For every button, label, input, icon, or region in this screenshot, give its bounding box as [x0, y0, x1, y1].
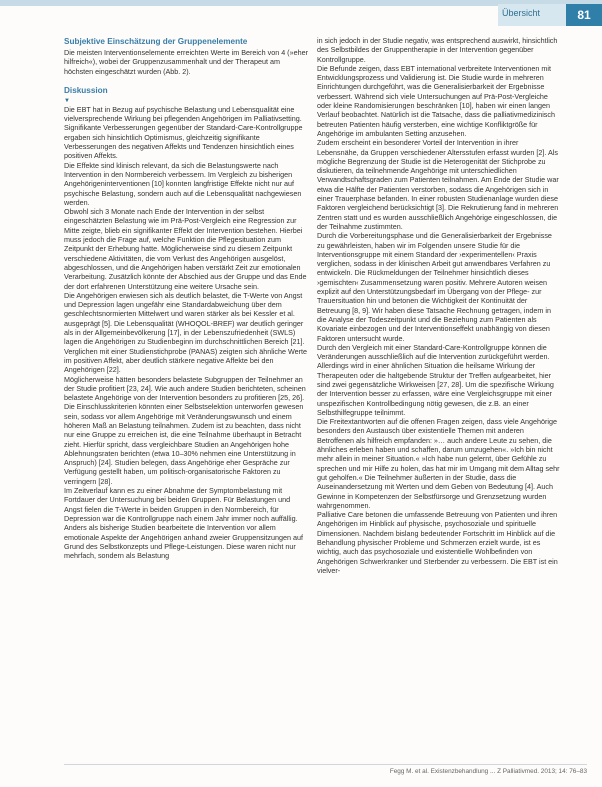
section-label: Übersicht: [502, 8, 541, 18]
paragraph: Im Zeitverlauf kann es zu einer Abnahme der Symptombelastung mit Fortdauer der Untersuchung bei beiden Gruppen. Für Belastungen und Angst fielen die T-Werte in beiden Gruppen in den Normbereich, für Depression war die Kontrollgruppe nach einem Jahr immer noch auffällig.: [64, 486, 298, 523]
paragraph: Obwohl sich 3 Monate nach Ende der Intervention in der selbst eingeschätzten Belastung wie im Prä-Post-Vergleich eine Regression zur Mitte zeigte, blieb ein signifikanter Effekt der Intervention bestehen. Hierbei muss jedoch die Frage auf, welche Funktion die Pflegesituation zum Zeitpunkt der Erhebung hatte. Möglicherweise sind zu diesem Zeitpunkt verschiedene Aktivitäten, die vom Verlust des Angehörigen ausgelöst, abgeschlossen, und die Angehörigen haben verstärkt Zeit zur emotionalen Verarbeitung. Zusätzlich könnte der Abschied aus der Gruppe und das Ende der dort erfahrenen Unterstützung eine weitere Ursache sein.: [64, 207, 307, 291]
left-body: [64, 105, 308, 561]
paragraph: Die Angehörigen erwiesen sich als deutlich belastet, die T-Werte von Angst und Depression lagen ungefähr eine Standardabweichung über dem geschlechtsnormierten Mittelwert und waren stärker als bei Kessler et al. ausgeprägt [5]. Die Lebensqualität (WHOQOL-BREF) war deutlich geringer als in der Allgemeinbevölkerung [17], in der Lebenszufriedenheit (SWLS) lagen die Angehörigen zu Studienbeginn im durchschnittlichen Bereich [21]. Verglichen mit einer Studienstichprobe (PANAS) zeigten sich ähnliche Werte im positiven Affekt, aber deutlich stärkere negative Affekte bei den Angehörigen [22].: [64, 290, 308, 375]
paragraph: Die Effekte sind klinisch relevant, da sich die Belastungswerte nach Intervention in den Normbereich verbessern. Im Vergleich zu bisherigen Angehörigeninterventionen [10] konnten langfristige Effekte nicht nur auf psychische Belastung, sondern auch auf die Lebensqualität nachgewiesen werden.: [64, 160, 302, 207]
paragraph: Palliative Care betonen die umfassende Betreuung von Patienten und ihren Angehörigen im Hinblick auf physische, psychosoziale und spirituelle Dimensionen. Nachdem bislang bedeutender Fortschritt im Hinblick auf die Behandlung physischer Probleme und Schmerzen erzielt wurde, ist es wichtig, auch das psychosoziale und existentielle Wohlbefinden von Angehörigen Schwerkranker und Sterbender zu verbessern. Die EBT ist ein vielver-: [317, 510, 558, 575]
paragraph: Durch die Vorbereitungsphase und die Generalisierbarkeit der Ergebnisse zu gewährleisten, haben wir im Folgenden unsere Studie für die Interventionsgruppe mit einem Standard der ›experimentellen‹ Praxis verglichen, sodass in der klinischen Arbeit gut anwendbares Verfahren zu entwickeln. Die Rückmeldungen der Teilnehmer hinsichtlich dieses ›gemischten‹ Zusammensetzung waren positiv. Mehrere Autoren weisen explizit auf den Unterstützungsbedarf im Übergang von der Pflege- zur Trauersituation hin und betonen die Wichtigkeit der Kontinuität der Betreuung [8, 9]. Wir haben diese Tatsache Rechnung getragen, indem in die Analyse der Todeszeitpunkt und die Beziehung zum Patienten als Kovariate einbezogen und der Interventionseffekt unabhängig von diesen Faktoren untersucht wurde.: [317, 231, 552, 343]
left-column: [64, 36, 308, 560]
page-number: 81: [566, 4, 602, 26]
section-marker-icon: ▼: [64, 97, 70, 104]
paragraph: Möglicherweise hätten besonders belastete Subgruppen der Teilnehmer an der Studie profitiert [23, 24]. Wie auch andere Studien berichteten, scheinen belastete Angehörige von der Intervention besonders zu profitieren [25, 26]. Die Einschlusskriterien könnten einer Selbstselektion unterworfen gewesen sein, sodass vor allem Angehörige mit Veränderungswunsch und einem höheren Maß an Belastung teilnahmen. Zudem ist zu beachten, dass nicht nur eine Gruppe zu erreichen ist, die eine Teilnahme überhaupt in Betracht zieht. Hierfür spricht, dass vergleichbare Studien an Angehörigen hohe Ablehnungsraten berichten (etwa 10–30% nehmen eine Unterstützung in Anspruch) [24]. Studien belegen, dass Angehörige eher Gespräche zur Verfügung gestellt haben, um politisch-organisatorische Faktoren zu verringern [28].: [64, 374, 306, 486]
paragraph: Die Freitextantworten auf die offenen Fragen zeigen, dass viele Angehörige besonders den Austausch über existentielle Themen mit anderen Betroffenen als hilfreich empfanden: »… auch andere Leute zu sehen, die ähnliches erleben haben und schaffen, darum umzugehen«. »Ich bin nicht mehr allein in meiner Situation.« »Ich habe nun gelernt, über Gefühle zu sprechen und mir Hilfe zu holen, das hat mir im Umgang mit dem Alltag sehr gut geholfen.« Die Teilnehmer äußerten in der Studie, dass die Auseinandersetzung mit Werten und dem Geben von Bedeutung [4]. Auch Gewinne in Kompetenzen der Selbstfürsorge und Grenzsetzung wurden wahrgenommen.: [317, 417, 560, 510]
section-heading-subjective: Subjektive Einschätzung der Gruppenelemente: [64, 37, 248, 46]
intro-text: Die meisten Interventionselemente erreichten Werte im Bereich von 4 (»eher hilfreich«), wobei der Gruppenzusammenhalt und der Therapeut am höchsten eingeschätzt wurden (Abb. 2).: [64, 48, 308, 76]
footer-citation: Fegg M. et al. Existenzbehandlung ... Z Palliativmed. 2013; 14: 76–83: [389, 768, 587, 775]
intro-paragraph: [64, 48, 308, 76]
paragraph: Anders als bisherige Studien bearbeitete die Intervention vor allem emotionale Aspekte der Angehörigen anhand zweier Gruppensitzungen auf Grund des Selbstkonzepts und Pflege-Leistungen. Diese waren nicht nur mehrfach, sondern als Belastung: [64, 523, 303, 561]
right-body: [317, 36, 561, 575]
footer-rule: [64, 764, 587, 765]
paragraph: in sich jedoch in der Studie negativ, was entsprechend auswirkt, hinsichtlich des Selbstbildes der Gruppentherapie in der Intervention gegenüber Kontrollgruppe.: [317, 36, 558, 64]
paragraph: Durch den Vergleich mit einer Standard-Care-Kontrollgruppe können die Veränderungen ausschließlich auf die Intervention zurückgeführt werden. Allerdings wird in einer ähnlichen Situation die heilsame Wirkung der Therapeuten oder die haltgebende Struktur der Treffen aufgearbeitet, hier sind zwei gegensätzliche Wirkweisen [27, 28]. Um die spezifische Wirkung der Intervention besser zu erfassen, wäre eine Vergleichsgruppe mit einer unspezifischen Kontrollbedingung nötig gewesen, die z.B. an einer Selbsthilfegruppe teilnimmt.: [317, 342, 554, 417]
paragraph: Die EBT hat in Bezug auf psychische Belastung und Lebensqualität eine vielversprechende Wirkung bei pflegenden Angehörigen im Palliativsetting. Signifikante Verbesserungen gegenüber der Standard-Care-Kontrollgruppe ergaben sich hinsichtlich Optimismus, gleichzeitig signifikante Verbesserungen des negativen Affekts und Tendenzen hinsichtlich eines positiven Affekts.: [64, 104, 303, 161]
paragraph: Zudem erscheint ein besonderer Vorteil der Intervention in ihrer Lebensnähe, da Gruppen verschiedener Altersstufen erfasst wurden [2]. Als mögliche Begrenzung der Studie ist die Heterogenität der Stichprobe zu diskutieren, da teilnehmende Angehörige mit unterschiedlichen Verwandtschaftsgraden zum Patienten teilnahmen. Am Ende der Studie war etwa die Hälfte der Patienten verstorben, sodass die Angehörigen sich in einer Trauerphase befanden. In einer robusten Studienanlage wurden diese Faktoren vergleichend berücksichtigt [3]. Die Rekrutierung fand in mehreren Zentren statt und es wurden ausschließlich Angehörige eingeschlossen, die der Teilnahme zustimmten.: [317, 138, 559, 231]
right-column: [317, 36, 561, 575]
paragraph: Die Befunde zeigen, dass EBT international verbreitete Interventionen mit Entwicklungsprozess und Validierung ist. Die Studie wurde in mehreren Einrichtungen durchgeführt, was die Generalisierbarkeit der Ergebnisse verbessert. Während sich viele Untersuchungen auf Prä-Post-Vergleiche oder kleine Randomisierungen beschränken [10], haben wir einen langen Verlauf beobachtet. Natürlich ist die Tatsache, dass die palliativmedizinisch betreuten Patienten häufig versterben, eine wichtige Konfliktgröße für Angehörige im ambulanten Setting anzusehen.: [317, 63, 555, 138]
section-heading-discussion: Diskussion: [64, 85, 108, 95]
